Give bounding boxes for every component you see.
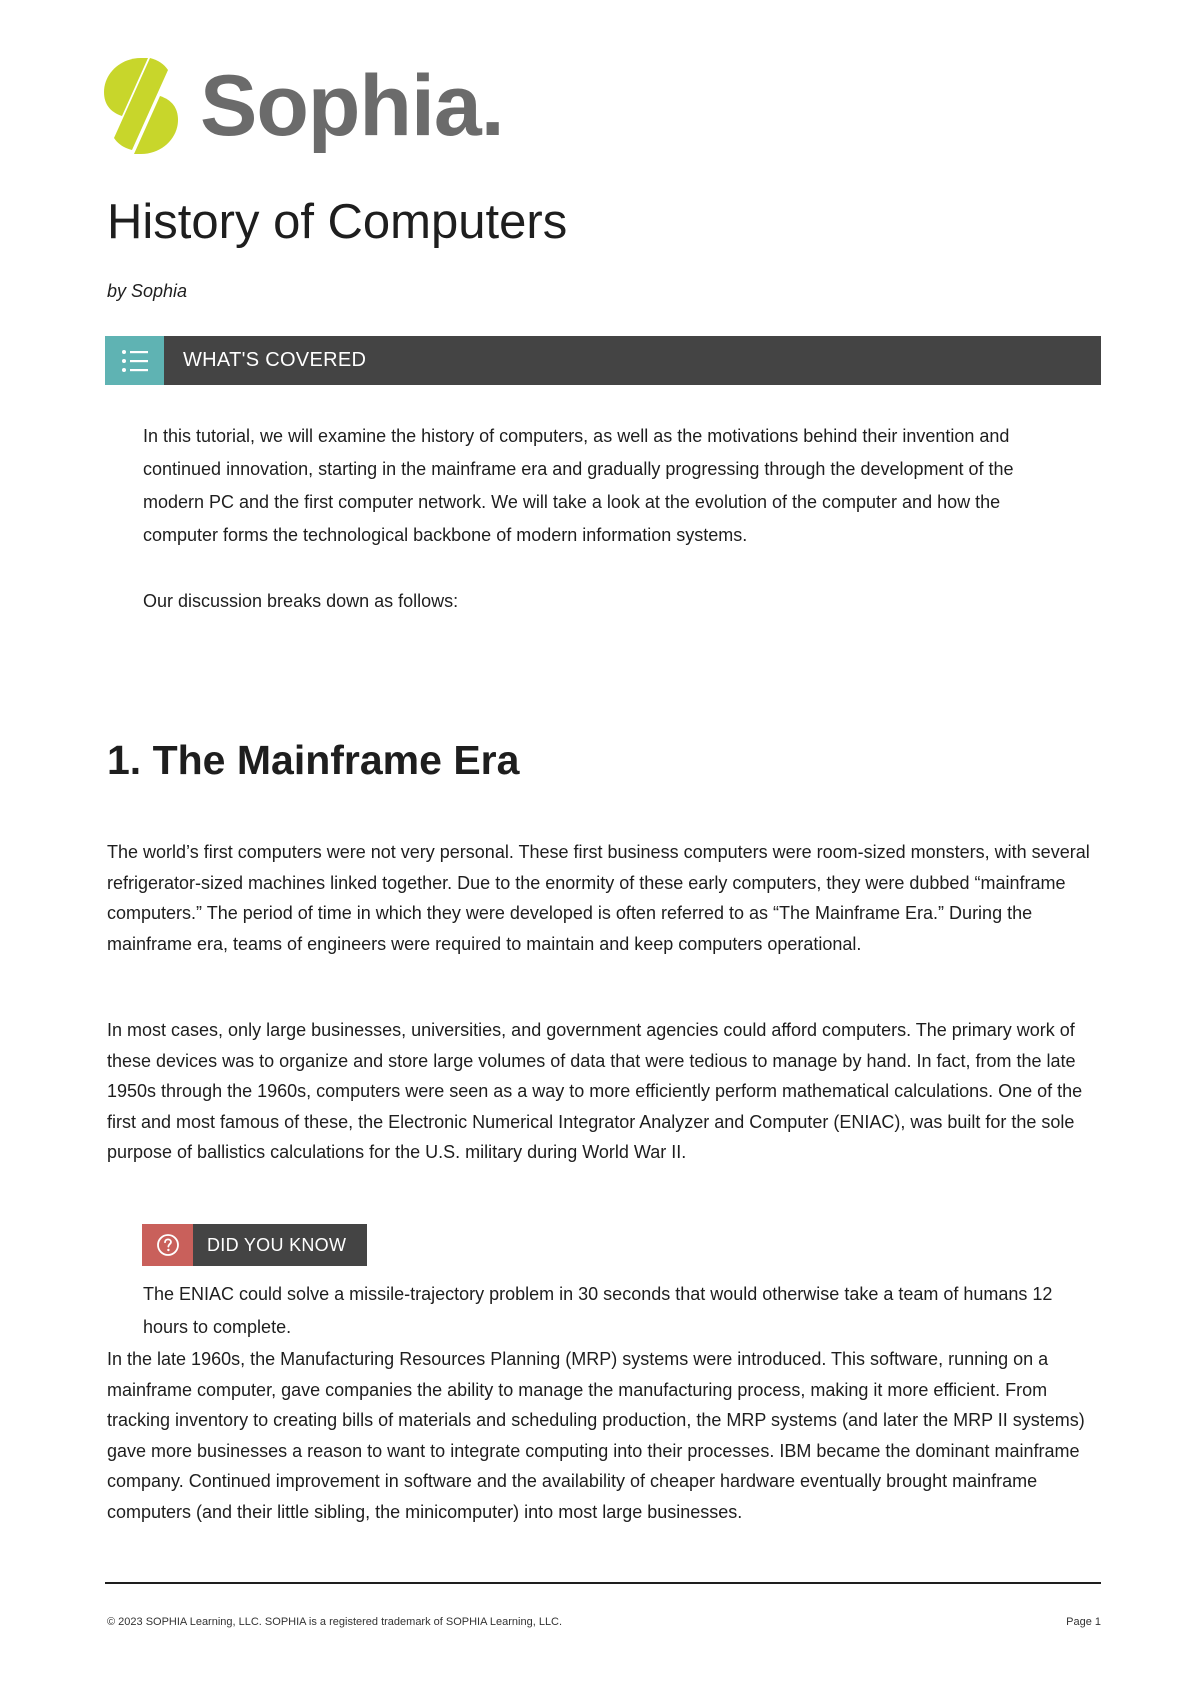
- body-paragraph: In the late 1960s, the Manufacturing Resources Planning (MRP) systems were introduced. This software, running on a mainframe computer, gave companies the ability to manage the manufacturing process, making it more efficient. From tracking inventory to creating bills of materials and scheduling production, the MRP systems (and later the MRP II systems) gave more businesses a reason to want to integrate computing into their processes. IBM became the dominant mainframe company. Continued improvement in software and the availability of cheaper hardware eventually brought mainframe computers (and their little sibling, the minicomputer) into most large businesses.: [107, 1349, 1085, 1522]
- whats-covered-content: [143, 420, 1063, 618]
- footer-copyright: © 2023 SOPHIA Learning, LLC. SOPHIA is a registered trademark of SOPHIA Learning, LLC.: [107, 1616, 563, 1628]
- body-paragraph: In most cases, only large businesses, universities, and government agencies could afford computers. The primary work of these devices was to organize and store large volumes of data that were tedious to manage by hand. In fact, from the late 1950s through the 1960s, computers were seen as a way to more efficiently perform mathematical calculations. One of the first and most famous of these, the Electronic Numerical Integrator Analyzer and Computer (ENIAC), was built for the sole purpose of ballistics calculations for the U.S. military during World War II.: [107, 1020, 1083, 1162]
- page-title: History of Computers: [107, 195, 568, 249]
- whats-covered-banner: [105, 336, 1101, 385]
- whats-covered-label: WHAT'S COVERED: [183, 349, 367, 371]
- did-you-know-text: The ENIAC could solve a missile-trajectory problem in 30 seconds that would otherwise take a team of humans 12 hours to complete.: [143, 1284, 1053, 1337]
- sophia-logo: [100, 54, 504, 158]
- page-number: Page 1: [1066, 1616, 1101, 1628]
- footer-divider: [105, 1582, 1101, 1584]
- list-icon: [121, 349, 149, 373]
- did-you-know-icon-box: [142, 1224, 193, 1266]
- section-heading: 1. The Mainframe Era: [107, 737, 520, 783]
- question-icon: [156, 1233, 180, 1257]
- byline: by Sophia: [107, 281, 188, 301]
- body-paragraph: The world’s first computers were not very personal. These first business computers were room-sized monsters, with several refrigerator-sized machines linked together. Due to the enormity of these early computers, they were dubbed “mainframe computers.” The period of time in which they were developed is often referred to as “The Mainframe Era.” During the mainframe era, teams of engineers were required to maintain and keep computers operational.: [107, 842, 1090, 954]
- whats-covered-icon-box: [105, 336, 164, 385]
- intro-breakdown-paragraph: Our discussion breaks down as follows:: [143, 591, 459, 611]
- did-you-know-banner: [142, 1224, 367, 1266]
- intro-paragraph: In this tutorial, we will examine the history of computers, as well as the motivations behind their invention and continued innovation, starting in the mainframe era and gradually progressing through the development of the modern PC and the first computer network. We will take a look at the evolution of the computer and how the computer forms the technological backbone of modern information systems.: [143, 426, 1014, 545]
- sophia-logo-mark-icon: [100, 54, 182, 158]
- did-you-know-label: DID YOU KNOW: [207, 1234, 347, 1255]
- sophia-logo-wordmark: Sophia.: [200, 58, 504, 154]
